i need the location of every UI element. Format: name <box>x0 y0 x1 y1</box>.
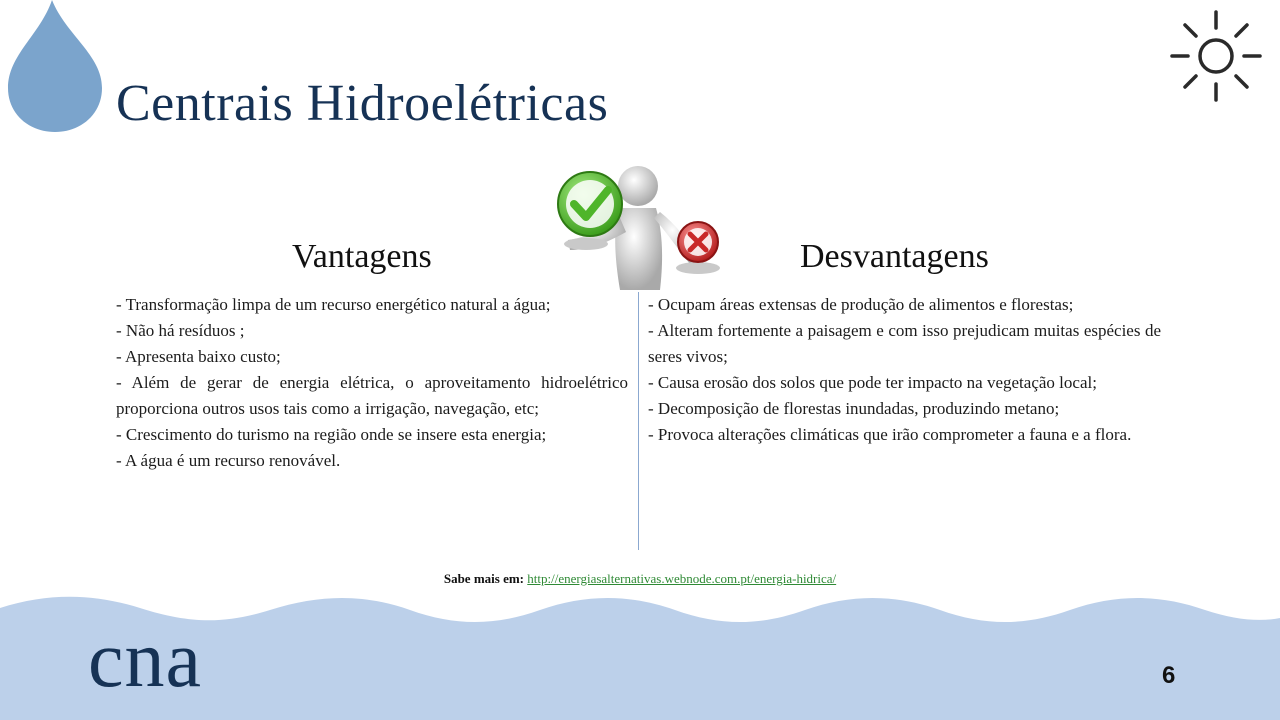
page-title: Centrais Hidroelétricas <box>116 75 609 132</box>
disadvantages-list <box>648 292 1161 448</box>
source-link[interactable]: http://energiasalternativas.webnode.com.pt/energia-hidrica/ <box>527 571 837 586</box>
sun-icon <box>1168 8 1264 104</box>
advantages-list <box>116 292 628 474</box>
list-item: - Decomposição de florestas inundadas, produzindo metano; <box>648 399 1060 418</box>
list-item: - Crescimento do turismo na região onde se insere esta energia; <box>116 425 547 444</box>
list-item: - Alteram fortemente a paisagem e com isso prejudicam muitas espécies de seres vivos; <box>648 321 1161 366</box>
advantages-heading: Vantagens <box>292 238 432 275</box>
list-item: - Não há resíduos ; <box>116 321 245 340</box>
water-drop-icon <box>0 0 110 135</box>
list-item: - Ocupam áreas extensas de produção de alimentos e florestas; <box>648 295 1074 314</box>
column-divider <box>638 292 639 550</box>
source-note <box>0 571 1280 587</box>
pros-cons-figure-icon <box>540 160 730 290</box>
list-item: - Transformação limpa de um recurso energético natural a água; <box>116 295 551 314</box>
list-item: - Causa erosão dos solos que pode ter impacto na vegetação local; <box>648 373 1097 392</box>
list-item: - A água é um recurso renovável. <box>116 451 341 470</box>
list-item: - Apresenta baixo custo; <box>116 347 281 366</box>
list-item: - Além de gerar de energia elétrica, o aproveitamento hidroelétrico proporciona outros usos tais como a irrigação, navegação, etc; <box>116 373 628 418</box>
source-label: Sabe mais em: <box>443 571 525 586</box>
cna-logo: cna <box>88 616 203 704</box>
disadvantages-heading: Desvantagens <box>800 238 989 275</box>
page-number: 6 <box>1162 662 1176 689</box>
list-item: - Provoca alterações climáticas que irão comprometer a fauna e a flora. <box>648 425 1132 444</box>
